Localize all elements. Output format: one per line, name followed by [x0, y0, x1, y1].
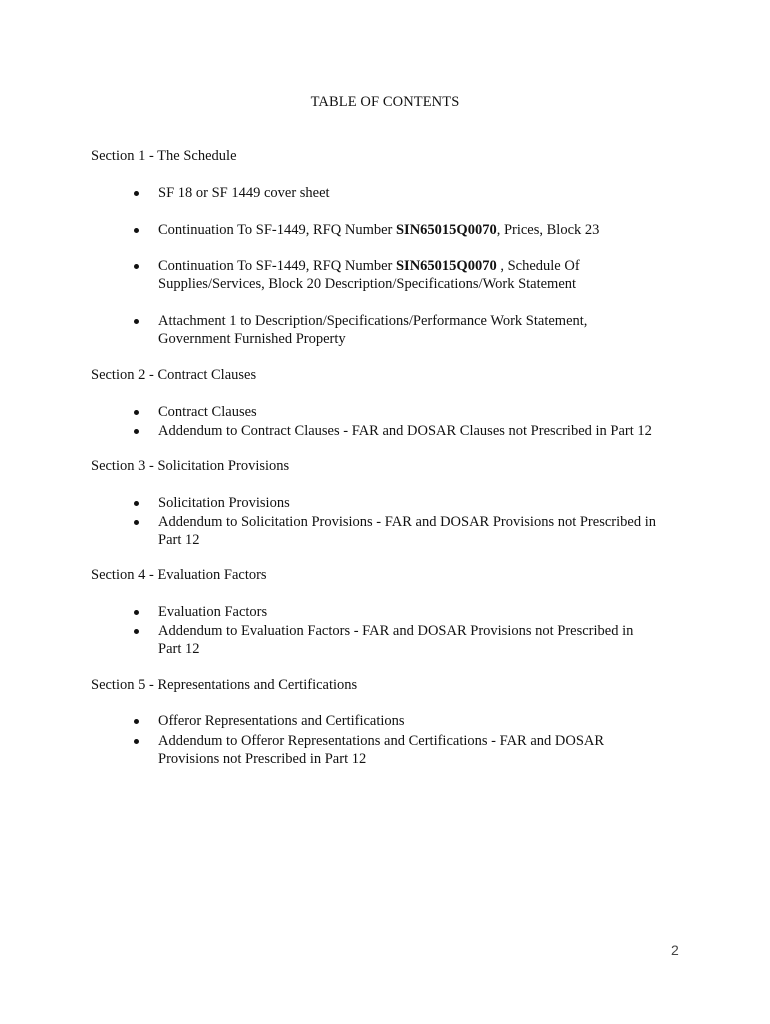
bullet-icon — [134, 228, 139, 233]
list-item-text: Addendum to Evaluation Factors - FAR and DOSAR Provisions not Prescribed in — [158, 623, 634, 639]
list-item — [0, 712, 678, 730]
list-item-text-line2: Supplies/Services, Block 20 Description/Specifications/Work Statement — [158, 276, 577, 292]
list-item — [0, 221, 678, 239]
list-item — [0, 494, 678, 512]
list-item-text-line2: Provisions not Prescribed in Part 12 — [158, 751, 367, 767]
list-item-text-pre: Continuation To SF-1449, RFQ Number — [158, 222, 396, 238]
list-item-text: Contract Clauses — [158, 404, 257, 420]
section-4-heading: Section 4 - Evaluation Factors — [91, 567, 267, 583]
section-1-list-c — [0, 257, 678, 293]
section-1-heading: Section 1 - The Schedule — [91, 148, 237, 164]
list-item — [0, 184, 678, 202]
rfq-number: SIN65015Q0070 — [395, 258, 497, 274]
list-item — [0, 622, 678, 658]
list-item-text-line2: Part 12 — [158, 532, 200, 548]
list-item-text-line2: Government Furnished Property — [158, 331, 346, 347]
list-item-text: SF 18 or SF 1449 cover sheet — [158, 185, 330, 201]
list-item-text: Addendum to Contract Clauses - FAR and DOSAR Clauses not Prescribed in Part 12 — [158, 423, 652, 439]
section-5-heading: Section 5 - Representations and Certifications — [91, 677, 358, 693]
list-item-text: Attachment 1 to Description/Specifications/Performance Work Statement, — [158, 313, 588, 329]
bullet-icon — [134, 629, 139, 634]
bullet-icon — [134, 739, 139, 744]
bullet-icon — [134, 264, 139, 269]
list-item-text-line2: Part 12 — [158, 641, 200, 657]
list-item — [0, 603, 678, 621]
rfq-number: SIN65015Q0070 — [395, 222, 497, 238]
bullet-icon — [134, 319, 139, 324]
section-3-heading: Section 3 - Solicitation Provisions — [91, 458, 290, 474]
bullet-icon — [134, 410, 139, 415]
list-item — [0, 403, 678, 421]
list-item — [0, 513, 678, 549]
bullet-icon — [134, 191, 139, 196]
list-item — [0, 732, 678, 768]
section-4-list — [0, 603, 678, 658]
list-item-text-post: , Prices, Block 23 — [496, 222, 600, 238]
section-1-list-d — [0, 312, 678, 348]
list-item — [0, 312, 678, 348]
list-item-text: Addendum to Solicitation Provisions - FAR and DOSAR Provisions not Prescribed in — [158, 514, 656, 530]
list-item-text: Offeror Representations and Certifications — [158, 713, 405, 729]
bullet-icon — [134, 429, 139, 434]
page-title: TABLE OF CONTENTS — [310, 94, 460, 110]
list-item — [0, 257, 678, 293]
section-3-list — [0, 494, 678, 549]
bullet-icon — [134, 719, 139, 724]
section-2-list — [0, 403, 678, 440]
list-item-text: Evaluation Factors — [158, 604, 268, 620]
section-1-list — [0, 184, 678, 202]
list-item — [0, 422, 678, 440]
bullet-icon — [134, 520, 139, 525]
section-2-heading: Section 2 - Contract Clauses — [91, 367, 257, 383]
page-number: 2 — [671, 942, 679, 958]
bullet-icon — [134, 610, 139, 615]
list-item-text-pre: Continuation To SF-1449, RFQ Number — [158, 258, 396, 274]
list-item-text-post: , Schedule Of — [496, 258, 580, 274]
section-5-list — [0, 712, 678, 768]
section-1-list-b — [0, 221, 678, 239]
bullet-icon — [134, 501, 139, 506]
list-item-text: Solicitation Provisions — [158, 495, 290, 511]
list-item-text: Addendum to Offeror Representations and Certifications - FAR and DOSAR — [158, 733, 605, 749]
